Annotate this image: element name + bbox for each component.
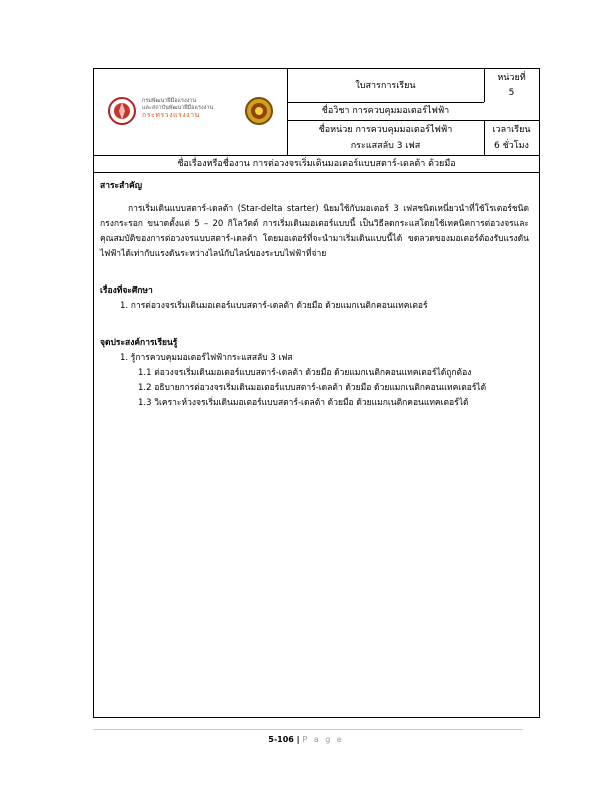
- agency-ministry: กระทรวงแรงงาน: [142, 111, 200, 119]
- footer-divider: [93, 729, 523, 730]
- essence-heading: สาระสำคัญ: [100, 181, 142, 191]
- study-heading: เรื่องที่จะศึกษา: [100, 286, 153, 296]
- objective-subitem: 1.2 อธิบายการต่อวงจรเริ่มเดินมอเตอร์แบบสตาร์-เดลต้า ด้วยมือ ด้วยแมกเนติกคอนแทคเตอร์ได้: [138, 383, 487, 393]
- page-word: P a g e: [302, 735, 344, 744]
- topic-title: ชื่อเรื่องหรือชื่องาน การต่อวงจรเริ่มเดินมอเตอร์แบบสตาร์-เดลต้า ด้วยมือ: [177, 159, 456, 169]
- objective-subitem: 1.3 วิเคราะห์วงจรเริ่มเดินมอเตอร์แบบสตาร์-เดลต้า ด้วยมือ ด้วยแมกเนติกคอนแทคเตอร์ได้: [138, 398, 469, 408]
- subject-name: ชื่อวิชา การควบคุมมอเตอร์ไฟฟ้า: [321, 106, 450, 116]
- header-table: [94, 69, 539, 172]
- lesson-content: [94, 179, 539, 411]
- divider: [94, 155, 539, 156]
- page-separator: |: [296, 735, 300, 744]
- objective-item: 1. รู้การควบคุมมอเตอร์ไฟฟ้ากระแสสลับ 3 เฟส: [120, 353, 293, 363]
- unit-label: หน่วยที่: [497, 73, 526, 83]
- unit-number: 5: [508, 88, 515, 98]
- page-number: 5-106: [268, 735, 294, 744]
- divider: [287, 102, 484, 103]
- dsd-logo-icon: [107, 96, 137, 126]
- agency-line2: และสถาบันพัฒนาฝีมือแรงงาน: [142, 105, 214, 111]
- page-footer: [0, 735, 612, 744]
- divider: [287, 120, 539, 121]
- objective-subitem: 1.1 ต่อวงจรเริ่มเดินมอเตอร์แบบสตาร์-เดลต้า ด้วยมือ ด้วยแมกเนติกคอนแทคเตอร์ได้ถูกต้อง: [138, 368, 472, 378]
- lesson-sheet-frame: [93, 68, 540, 718]
- unit-name-line2: กระแสสลับ 3 เฟส: [350, 141, 421, 151]
- objective-heading: จุดประสงค์การเรียนรู้: [100, 338, 178, 348]
- essence-paragraph: การเริ่มเดินแบบสตาร์-เดลต้า (Star-delta starter) นิยมใช้กับมอเตอร์ 3 เฟสชนิดเหนี่ยวนำที่ใช้โรเตอร์ชนิดกรงกระรอก ขนาดตั้งแต่ 5 – 20 กิโลวัตต์ การเริ่มเดินมอเตอร์แบบนี้ เป็นวิธีลดกระแสโดยใช้เทคนิคการต่อวงจรและคุณสมบัติของการต่อวงจรแบบสตาร์-เดลต้า โดยมอเตอร์ที่จะนำมาเริ่มเดินแบบนี้ได้ ขดลวดของมอเตอร์ต้องรับแรงดันไฟฟ้าได้เท่ากับแรงดันระหว่างไลน์กับไลน์ของระบบไฟฟ้าที่จ่าย: [100, 204, 529, 259]
- seal-logo-icon: [244, 96, 274, 126]
- time-label: เวลาเรียน: [492, 125, 531, 135]
- logo-area: [94, 69, 287, 155]
- agency-line1: กรมพัฒนาฝีมือแรงงาน: [142, 98, 197, 104]
- agency-name: [142, 98, 232, 119]
- study-item: 1. การต่อวงจรเริ่มเดินมอเตอร์แบบสตาร์-เดลต้า ด้วยมือ ด้วยแมกเนติกคอนแทคเตอร์: [120, 301, 428, 311]
- time-value: 6 ชั่วโมง: [494, 141, 529, 151]
- sheet-title: ใบสารการเรียน: [355, 81, 416, 91]
- unit-name-line1: ชื่อหน่วย การควบคุมมอเตอร์ไฟฟ้า: [318, 125, 453, 135]
- divider: [94, 172, 539, 173]
